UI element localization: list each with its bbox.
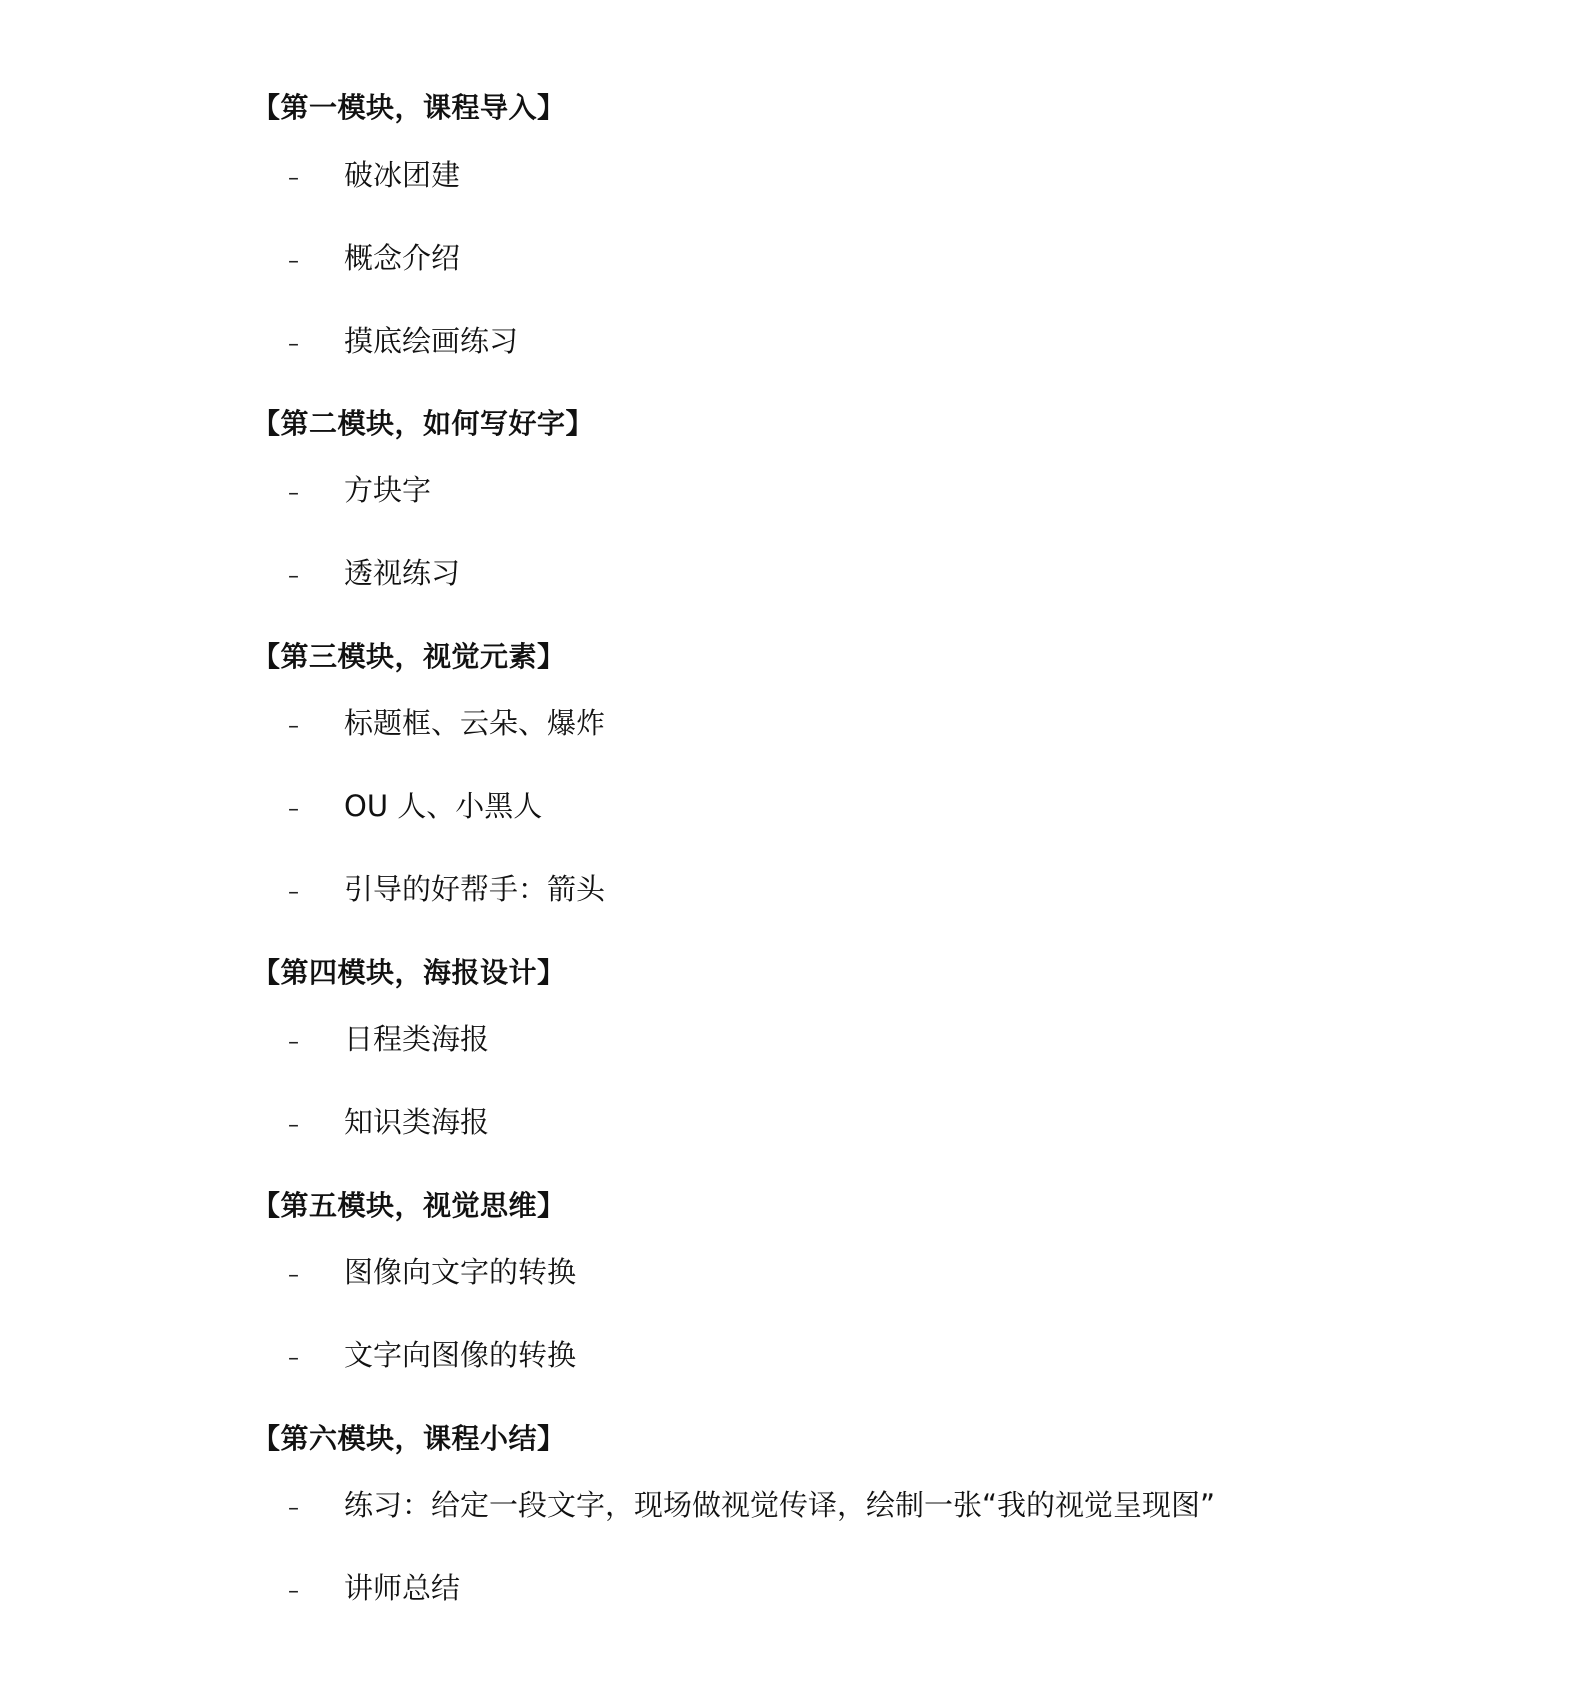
list-item-text: 讲师总结 (344, 1571, 461, 1605)
list-item (252, 1568, 460, 1608)
bullet-dash: – (288, 564, 299, 589)
bullet-dash: – (288, 332, 299, 357)
list-item-text: 引导的好帮手：箭头 (344, 872, 606, 906)
list-item (252, 1019, 489, 1059)
list-item (252, 321, 518, 361)
bullet-dash: – (288, 249, 299, 274)
list-item-text: 摸底绘画练习 (344, 324, 519, 358)
bullet-dash: – (288, 481, 299, 506)
module-heading: 【第四模块，海报设计】 (252, 956, 566, 989)
list-item (252, 1335, 576, 1375)
list-item (252, 786, 542, 826)
list-item (252, 155, 460, 195)
list-item-text: 概念介绍 (344, 241, 461, 275)
module-heading: 【第五模块，视觉思维】 (252, 1189, 566, 1222)
list-item (252, 869, 605, 909)
list-item-text: 知识类海报 (344, 1105, 490, 1139)
bullet-dash: – (288, 1113, 299, 1138)
list-item-text: OU 人、小黑人 (344, 789, 543, 823)
list-item-text: 方块字 (344, 473, 432, 507)
list-item (252, 553, 460, 593)
module-heading: 【第二模块，如何写好字】 (252, 407, 595, 440)
bullet-dash: – (288, 714, 299, 739)
list-item-text: 文字向图像的转换 (344, 1338, 577, 1372)
module-heading: 【第三模块，视觉元素】 (252, 640, 566, 673)
list-item (252, 1102, 489, 1142)
module-heading: 【第一模块，课程导入】 (252, 91, 566, 124)
bullet-dash: – (288, 1263, 299, 1288)
list-item (252, 703, 605, 743)
list-item (252, 470, 431, 510)
bullet-dash: – (288, 1496, 299, 1521)
list-item-text: 破冰团建 (344, 158, 461, 192)
bullet-dash: – (288, 1030, 299, 1055)
list-item-text: 标题框、云朵、爆炸 (344, 706, 606, 740)
bullet-dash: – (288, 797, 299, 822)
list-item (252, 238, 460, 278)
list-item-text: 练习：给定一段文字，现场做视觉传译，绘制一张“我的视觉呈现图” (344, 1488, 1216, 1522)
list-item-text: 图像向文字的转换 (344, 1255, 577, 1289)
list-item (252, 1252, 576, 1292)
list-item (252, 1485, 1215, 1525)
bullet-dash: – (288, 1346, 299, 1371)
bullet-dash: – (288, 880, 299, 905)
bullet-dash: – (288, 166, 299, 191)
module-heading: 【第六模块，课程小结】 (252, 1422, 566, 1455)
list-item-text: 日程类海报 (344, 1022, 490, 1056)
list-item-text: 透视练习 (344, 556, 461, 590)
bullet-dash: – (288, 1579, 299, 1604)
